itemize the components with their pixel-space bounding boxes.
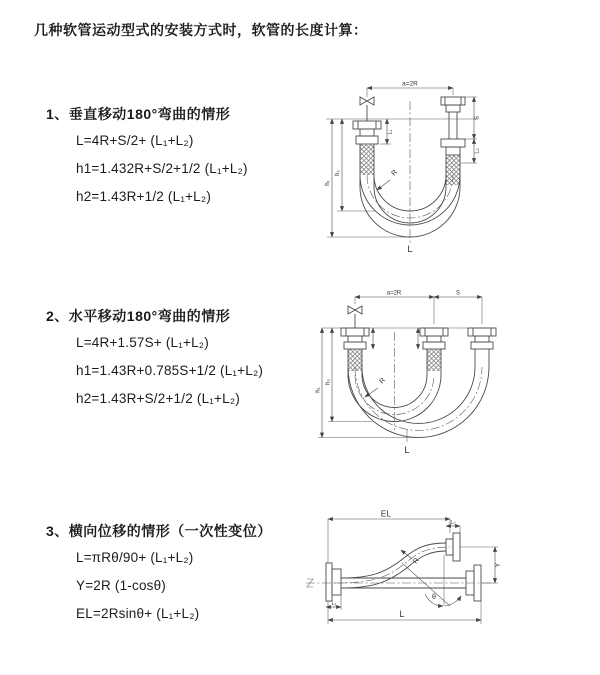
flange-left (341, 328, 369, 349)
dim-label-h2: h₂ (325, 379, 332, 385)
diagram-horizontal-180-bend (310, 282, 600, 468)
dim-l-3 (328, 601, 481, 624)
formula-L-1: L=4R+S/2+ (L₁+L₂) (76, 133, 194, 148)
dim-label-l1: L₁ (387, 129, 394, 135)
dim-label-a2r: a=2R (386, 290, 402, 297)
dim-label-s: S (474, 115, 481, 121)
dim-label-l1: L₁ (331, 601, 337, 607)
dim-s-2 (434, 291, 482, 298)
dim-label-y: Y (495, 562, 502, 568)
dim-label-a2r: a=2R (402, 80, 418, 88)
section-vertical-movement (46, 104, 326, 214)
dim-el (328, 509, 450, 564)
dim-a2r-1 (367, 81, 453, 98)
dim-l2-1 (461, 139, 481, 163)
diagram-vertical-180-bend (310, 75, 600, 255)
dim-l2-3 (446, 520, 460, 533)
flange-left (326, 563, 341, 601)
dim-label-l2: L₂ (450, 520, 456, 526)
formula-EL-3: EL=2Rsinθ+ (L₁+L₂) (76, 606, 200, 621)
dim-label-h1: h₁ (315, 387, 322, 393)
section-2-heading: 2、水平移动180°弯曲的情形 (46, 308, 231, 324)
dim-label-r: R (378, 376, 387, 386)
dim-label-l2: L₂ (474, 148, 481, 154)
formula-h2-1: h2=1.43R+1/2 (L₁+L₂) (76, 189, 212, 204)
hose-s-curve (334, 543, 450, 588)
hose-middle-braided (427, 349, 441, 375)
dim-h1-1 (325, 119, 408, 237)
flange-right-upper (446, 533, 460, 561)
dim-label-h1: h₁ (325, 180, 331, 186)
dim-a2r-2 (355, 291, 434, 298)
dim-label-l-total: L (399, 609, 405, 619)
hose-right-leg (475, 349, 489, 367)
valve-icon (360, 97, 374, 121)
dim-label-l-total: L (404, 445, 410, 456)
hose-right-braided (446, 155, 460, 187)
formula-L-2: L=4R+1.57S+ (L₁+L₂) (76, 335, 209, 350)
flange-middle (420, 328, 448, 349)
page-title: 几种软管运动型式的安装方式时，软管的长度计算： (34, 22, 368, 38)
angle-theta (402, 555, 461, 606)
dim-label-s: S (455, 290, 461, 297)
dim-label-theta: θ (432, 594, 436, 601)
flange-left (353, 121, 381, 144)
section-3-heading: 3、横向位移的情形（一次性变位） (46, 523, 272, 539)
dim-r-1 (377, 169, 399, 190)
diagram-lateral-displacement (298, 505, 598, 635)
section-lateral-displacement (46, 521, 336, 631)
hose-u-bends (348, 367, 489, 437)
dim-l1-1 (380, 119, 394, 144)
valve-icon (348, 306, 362, 328)
flange-right-raised (441, 97, 465, 155)
section-1-heading: 1、垂直移动180°弯曲的情形 (46, 106, 231, 122)
flange-right (468, 328, 496, 349)
formula-L-3: L=πRθ/90+ (L₁+L₂) (76, 550, 194, 565)
formula-Y-3: Y=2R (1-cosθ) (76, 578, 167, 593)
section-horizontal-movement (46, 306, 326, 416)
hose-left-braided (360, 144, 374, 187)
dim-label-l-total: L (407, 244, 413, 255)
formula-h2-2: h2=1.43R+S/2+1/2 (L₁+L₂) (76, 391, 240, 406)
dim-s-1 (465, 97, 481, 139)
dim-label-el: EL (380, 508, 392, 519)
dim-label-r: R (390, 168, 399, 178)
dim-label-h2: h₂ (335, 170, 341, 176)
formula-h1-2: h1=1.43R+0.785S+1/2 (L₁+L₂) (76, 363, 264, 378)
dim-label-r: R (412, 556, 421, 566)
formula-h1-1: h1=1.432R+S/2+1/2 (L₁+L₂) (76, 161, 248, 176)
